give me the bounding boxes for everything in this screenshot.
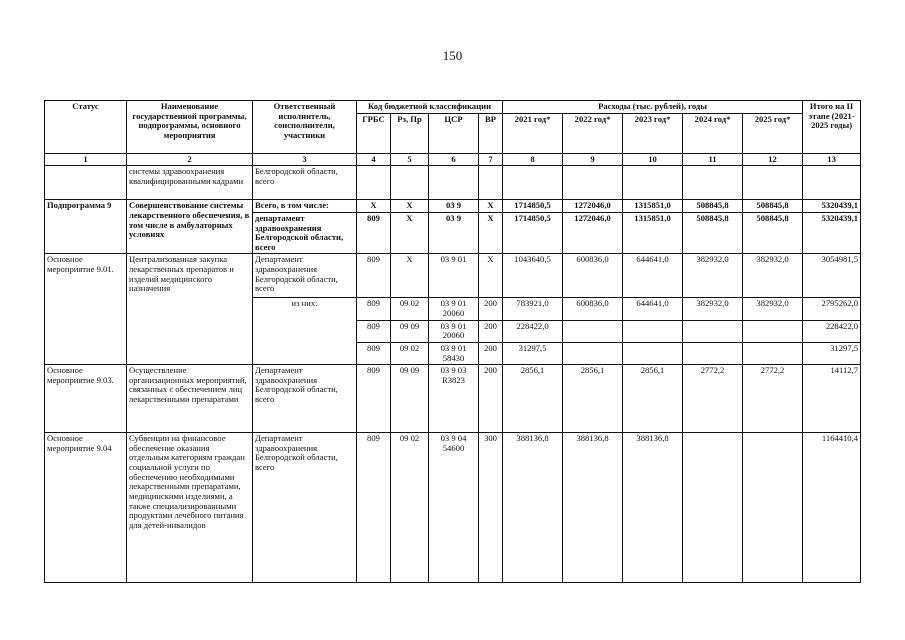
vr-cell: 200 [479, 365, 503, 433]
executor-cell: из них: [253, 298, 357, 320]
value-2021: 1714850,5 [503, 212, 563, 254]
value-total: 14112,7 [803, 365, 861, 433]
csr-cell: 03 9 01 58430 [429, 342, 479, 364]
executor-cell: Белгородской области, всего [253, 166, 357, 200]
column-number-row [45, 153, 861, 166]
value-total: 5320439,1 [803, 200, 861, 213]
value-2025: 382932,0 [743, 254, 803, 298]
value-2021: 388136,8 [503, 433, 563, 583]
grbs-cell: 809 [357, 254, 391, 298]
rzpr-cell: Х [391, 254, 429, 298]
header-csr: ЦСР [429, 113, 479, 153]
csr-cell: 03 9 04 54600 [429, 433, 479, 583]
value-2024: 382932,0 [683, 298, 743, 320]
value-2022: 1272046,0 [563, 200, 623, 213]
value-2023: 2856,1 [623, 365, 683, 433]
value-2024: 508845,8 [683, 212, 743, 254]
name-cell: системы здравоохранения квалифицированными кадрами [127, 166, 253, 200]
value-2022: 388136,8 [563, 433, 623, 583]
header-total: Итого на II этапе (2021-2025 годы) [803, 101, 861, 154]
rzpr-cell: 09 02 [391, 342, 429, 364]
table-row [45, 433, 861, 583]
header-vr: ВР [479, 113, 503, 153]
column-number: 13 [803, 153, 861, 166]
status-cell: Основное мероприятие 9.04 [45, 433, 127, 583]
value-2023: 1315851,0 [623, 200, 683, 213]
vr-cell: 200 [479, 342, 503, 364]
value-2022: 600836,0 [563, 254, 623, 298]
header-executor: Ответственный исполнитель, соисполнители, участники [253, 101, 357, 154]
value-total: 1164410,4 [803, 433, 861, 583]
executor-cell [253, 342, 357, 364]
grbs-cell: 809 [357, 365, 391, 433]
rzpr-cell: 09 09 [391, 365, 429, 433]
grbs-cell: 809 [357, 212, 391, 254]
header-name: Наименование государственной программы, подпрограммы, основного мероприятия [127, 101, 253, 154]
status-cell: Основное мероприятие 9.03. [45, 365, 127, 433]
column-number: 5 [391, 153, 429, 166]
rzpr-cell: 09 09 [391, 320, 429, 342]
executor-cell: Департамент здравоохранения Белгородской области, всего [253, 254, 357, 298]
header-grbs: ГРБС [357, 113, 391, 153]
value-2025: 2772,2 [743, 365, 803, 433]
vr-cell: Х [479, 254, 503, 298]
name-cell: Централизованная закупка лекарственных препаратов и изделий медицинского назначения [127, 254, 253, 365]
status-cell [45, 166, 127, 200]
value-2024: 508845,8 [683, 200, 743, 213]
value-2021: 783921,0 [503, 298, 563, 320]
rzpr-cell: Х [391, 200, 429, 213]
header-status: Статус [45, 101, 127, 154]
status-cell: Основное мероприятие 9.01. [45, 254, 127, 365]
column-number: 2 [127, 153, 253, 166]
executor-cell: Департамент здравоохранения Белгородской области, всего [253, 365, 357, 433]
header-2025: 2025 год* [743, 113, 803, 153]
vr-cell: Х [479, 212, 503, 254]
value-total: 2795262,0 [803, 298, 861, 320]
column-number: 7 [479, 153, 503, 166]
value-total: 228422,0 [803, 320, 861, 342]
grbs-cell: 809 [357, 342, 391, 364]
header-row-1 [45, 101, 861, 114]
header-2024: 2024 год* [683, 113, 743, 153]
header-rzpr: Рз, Пр [391, 113, 429, 153]
rzpr-cell: 09 02 [391, 298, 429, 320]
column-number: 11 [683, 153, 743, 166]
column-number: 4 [357, 153, 391, 166]
rzpr-cell: Х [391, 212, 429, 254]
header-budget-code: Код бюджетной классификации [357, 101, 503, 114]
vr-cell: 200 [479, 298, 503, 320]
executor-cell: департамент здравоохранения Белгородской области, всего [253, 212, 357, 254]
value-2022: 1272046,0 [563, 212, 623, 254]
value-2024: 382932,0 [683, 254, 743, 298]
column-number: 3 [253, 153, 357, 166]
header-2021: 2021 год* [503, 113, 563, 153]
executor-cell: Департамент здравоохранения Белгородской области, всего [253, 433, 357, 583]
table-row [45, 254, 861, 298]
header-2023: 2023 год* [623, 113, 683, 153]
header-2022: 2022 год* [563, 113, 623, 153]
column-number: 1 [45, 153, 127, 166]
value-2023: 644641,0 [623, 298, 683, 320]
table-row [45, 365, 861, 433]
value-2025: 508845,8 [743, 212, 803, 254]
column-number: 12 [743, 153, 803, 166]
value-2023: 644641,0 [623, 254, 683, 298]
csr-cell: 03 9 03 R3823 [429, 365, 479, 433]
csr-cell: 03 9 01 20060 [429, 320, 479, 342]
value-total: 31297,5 [803, 342, 861, 364]
csr-cell: 03 9 [429, 200, 479, 213]
value-2025: 508845,8 [743, 200, 803, 213]
grbs-cell: Х [357, 200, 391, 213]
vr-cell: 300 [479, 433, 503, 583]
value-2021: 1043640,5 [503, 254, 563, 298]
value-2021: 1714850,5 [503, 200, 563, 213]
grbs-cell: 809 [357, 433, 391, 583]
status-cell: Подпрограмма 9 [45, 200, 127, 254]
name-cell: Совершенствование системы лекарственного обеспечения, в том числе в амбулаторных условиях [127, 200, 253, 254]
value-2022: 600836,0 [563, 298, 623, 320]
csr-cell: 03 9 01 20060 [429, 298, 479, 320]
value-2023: 388136,8 [623, 433, 683, 583]
vr-cell: 200 [479, 320, 503, 342]
executor-cell [253, 320, 357, 342]
value-2022: 2856,1 [563, 365, 623, 433]
value-2021: 31297,5 [503, 342, 563, 364]
name-cell: Субвенции на финансовое обеспечение оказания отдельным категориям граждан социальной услуги по обеспечению необходимыми лекарственными препаратами, медицинскими изделиями, а также специализированными продуктами лечебного питания для детей-инвалидов [127, 433, 253, 583]
grbs-cell: 809 [357, 298, 391, 320]
column-number: 9 [563, 153, 623, 166]
column-number: 6 [429, 153, 479, 166]
column-number: 8 [503, 153, 563, 166]
table-row [45, 200, 861, 213]
budget-table [44, 100, 861, 583]
value-total: 3054981,5 [803, 254, 861, 298]
vr-cell: Х [479, 200, 503, 213]
value-2023: 1315851,0 [623, 212, 683, 254]
value-2024: 2772,2 [683, 365, 743, 433]
rzpr-cell: 09 02 [391, 433, 429, 583]
value-2021: 2856,1 [503, 365, 563, 433]
executor-cell: Всего, в том числе: [253, 200, 357, 213]
value-2025: 382932,0 [743, 298, 803, 320]
csr-cell: 03 9 01 [429, 254, 479, 298]
value-2021: 228422,0 [503, 320, 563, 342]
page-number: 150 [442, 48, 463, 63]
csr-cell: 03 9 [429, 212, 479, 254]
name-cell: Осуществление организационных мероприятий, связанных с обеспечением лиц лекарственными препаратами [127, 365, 253, 433]
grbs-cell: 809 [357, 320, 391, 342]
table-row [45, 166, 861, 200]
column-number: 10 [623, 153, 683, 166]
value-total: 5320439,1 [803, 212, 861, 254]
header-expenses: Расходы (тыс. рублей), годы [503, 101, 803, 114]
